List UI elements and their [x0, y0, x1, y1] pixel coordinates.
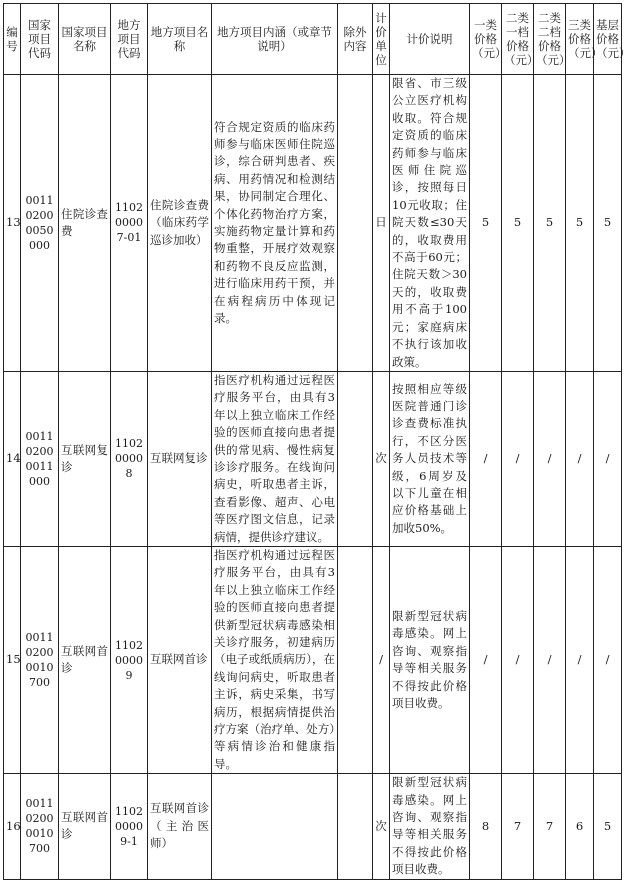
price-class2a: 7: [502, 774, 534, 879]
exclusions: [338, 774, 373, 879]
row-no: 14: [4, 371, 21, 546]
price-class2a: 5: [502, 75, 534, 372]
national-code: 001102000010700: [21, 546, 59, 773]
price-class3: 5: [566, 75, 594, 372]
table-row: [4, 546, 622, 773]
header-unit: 计价单位: [373, 4, 390, 75]
table-row: [4, 774, 622, 879]
unit: /: [373, 546, 390, 773]
price-primary: /: [594, 371, 622, 546]
price-primary: /: [594, 546, 622, 773]
national-name: 互联网复诊: [59, 371, 111, 546]
national-code: 001102000050000: [21, 75, 59, 372]
unit: 次: [373, 774, 390, 879]
pricing-notes: 限新型冠状病毒感染。网上咨询、观察指导等相关服务不得按此价格项目收费。: [390, 546, 470, 773]
national-name: 互联网首诊: [59, 546, 111, 773]
national-code: 001102000010700: [21, 774, 59, 879]
price-class3: 6: [566, 774, 594, 879]
exclusions: [338, 371, 373, 546]
content: 指医疗机构通过远程医疗服务平台，由具有3年以上独立临床工作经验的医师直接向患者提供的常见病、慢性病复诊诊疗服务。在线询问病史，听取患者主诉，查看影像、超声、心电等医疗图文信息，记录病情，提供诊疗建议。: [212, 371, 338, 546]
price-class3: /: [566, 546, 594, 773]
national-name: 互联网首诊: [59, 774, 111, 879]
row-no: 13: [4, 75, 21, 372]
content: 符合规定资质的临床药师参与临床医师住院巡诊，综合研判患者、疾病、用药情况和检测结果，协同制定合理化、个体化药物治疗方案，实施药物定量计算和药物重整，开展疗效观察和药物不良反应监测，进行临床用药干预，并在病程病历中体现记录。: [212, 75, 338, 372]
pricing-notes: 限新型冠状病毒感染。网上咨询、观察指导等相关服务不得按此价格项目收费。: [390, 774, 470, 879]
price-class1: 8: [470, 774, 502, 879]
local-code: 110200007-01: [111, 75, 148, 372]
local-name: 互联网复诊: [148, 371, 212, 546]
national-name: 住院诊查费: [59, 75, 111, 372]
price-class1: 5: [470, 75, 502, 372]
header-pricing-notes: 计价说明: [390, 4, 470, 75]
price-class2b: 7: [534, 774, 566, 879]
local-code: 110200009: [111, 546, 148, 773]
header-no: 编号: [4, 4, 21, 75]
price-class2b: /: [534, 546, 566, 773]
unit: 日: [373, 75, 390, 372]
content: 指医疗机构通过远程医疗服务平台，由具有3年以上独立临床工作经验的医师直接向患者提供新型冠状病毒感染相关诊疗服务，初建病历（电子或纸质病历），在线询问病史，听取患者主诉，病史采集，书写病历，根据病情提供治疗方案（治疗单、处方）等病情诊治和健康指导。: [212, 546, 338, 773]
price-class2b: /: [534, 371, 566, 546]
header-national-name: 国家项目名称: [59, 4, 111, 75]
header-local-name: 地方项目名称: [148, 4, 212, 75]
price-class1: /: [470, 371, 502, 546]
price-class2b: 5: [534, 75, 566, 372]
price-class2a: /: [502, 546, 534, 773]
pricing-notes: 按照相应等级医院普通门诊诊查费标准执行，不区分医务人员技术等级，6周岁及以下儿童在相应价格基础上加收50%。: [390, 371, 470, 546]
price-class3: /: [566, 371, 594, 546]
header-national-code: 国家项目代码: [21, 4, 59, 75]
header-row: [4, 4, 622, 75]
row-no: 15: [4, 546, 21, 773]
exclusions: [338, 75, 373, 372]
table-row: [4, 75, 622, 372]
header-exclusions: 除外内容: [338, 4, 373, 75]
local-code: 110200008: [111, 371, 148, 546]
price-class2a: /: [502, 371, 534, 546]
header-content: 地方项目内涵（或章节说明）: [212, 4, 338, 75]
header-price-class3: 三类价格（元）: [566, 4, 594, 75]
unit: 次: [373, 371, 390, 546]
row-no: 16: [4, 774, 21, 879]
local-name: 互联网首诊: [148, 546, 212, 773]
exclusions: [338, 546, 373, 773]
price-table: [3, 3, 631, 880]
header-local-code: 地方项目代码: [111, 4, 148, 75]
local-code: 110200009-1: [111, 774, 148, 879]
content: [212, 774, 338, 879]
local-name: 互联网首诊（主治医师）: [148, 774, 212, 879]
pricing-notes: 限省、市三级公立医疗机构收取。符合规定资质的临床药师参与临床医师住院巡诊，按照每日10元收取；住院天数≤30天的，收取费用不高于60元；住院天数＞30天的，收取费用不高于100元；家庭病床不执行该加收政策。: [390, 75, 470, 372]
price-class1: /: [470, 546, 502, 773]
table-row: [4, 371, 622, 546]
header-price-class2a: 二类一档价格（元）: [502, 4, 534, 75]
price-primary: 5: [594, 75, 622, 372]
national-code: 001102000011000: [21, 371, 59, 546]
header-price-class1: 一类价格（元）: [470, 4, 502, 75]
header-price-primary: 基层价格（元）: [594, 4, 622, 75]
price-primary: 5: [594, 774, 622, 879]
local-name: 住院诊查费（临床药学巡诊加收）: [148, 75, 212, 372]
header-price-class2b: 二类二档价格（元）: [534, 4, 566, 75]
